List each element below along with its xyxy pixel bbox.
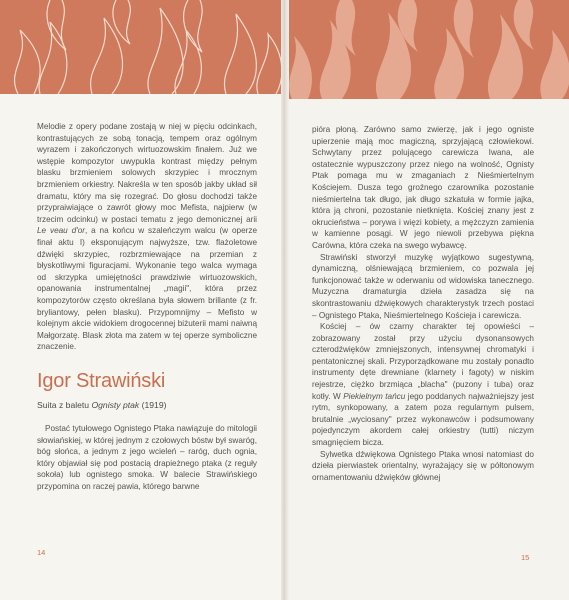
- text-run: (1919): [139, 400, 167, 410]
- section-subheading: [37, 400, 267, 411]
- italic-title: Piekielnym tańcu: [343, 391, 406, 401]
- flame-pattern-icon: [0, 0, 284, 94]
- paragraph: Strawiński stworzył muzykę wyjątkowo sugestywną, dynamiczną, olśniewającą brzmieniem, co pozwala jej funkcjonować także w oderwaniu od widowiska tanecznego. Muzyczna dramaturgia dzieła zasadza się na skontrastowaniu dźwiękowych charakterystyk trzech postaci – Ognistego Ptaka, Nieśmiertelnego Kościeja i carewicza.: [312, 252, 534, 320]
- paragraph: [312, 321, 534, 449]
- text-run: Kościej – ów czarny charakter tej opowieści – zobrazowany został przy użyciu dysonansowych czterodźwięków zmniejszonych, intensywnej chromatyki i pentatonicznej skali. Przyporządkowane mu zostały ponadto instrumenty dęte drewniane (klarnety i fagoty) w niskim rejestrze, ciężko brzmiąca „blacha" (puzony i tuba) oraz kotły. W: [312, 322, 534, 401]
- flame-pattern-icon: [286, 0, 569, 99]
- decorative-header-band: [0, 0, 284, 94]
- italic-title: Le veau d'or: [37, 226, 85, 236]
- left-page: [0, 0, 284, 600]
- text-run: Melodie z opery podane zostają w niej w pięciu odcinkach, kontrastujących ze sobą tonacją, tempem oraz ogólnym wyrazem i zakończonych wirtuozowskim finałem. Już we wstępie kompozytor uwypukla kontrast między pełnym blasku brzmieniem solowych skrzypiec i mrocznym brzmieniem orkiestry. Nakreśla w ten sposób jakby układ sił dramatu, który ma się rozegrać. Do głosu dochodzi także przypraiwiające o zawrót głowy moc Mefista, najpierw (w trzecim odcinku) w postaci tematu z jego demonicznej arii: [37, 122, 257, 224]
- text-run: Suita z baletu: [37, 400, 92, 410]
- paragraph: Sylwetka dźwiękowa Ognistego Ptaka wnosi natomiast do dzieła pierwiastek orientalny, wyrażający się w półtonowym ornamentowaniu dźwięków głównej: [312, 449, 534, 482]
- page-number: 15: [521, 553, 530, 562]
- decorative-header-band: [286, 0, 569, 99]
- left-intro-text: [37, 121, 257, 353]
- paragraph: Postać tytułowego Ognistego Ptaka nawiązuje do mitologii słowiańskiej, w której jednym z czołowych bóstw był swaróg, bóg słońca, a jednym z jego wcieleń – raróg, duch ognia, który objawiał się pod postacią drapieżnego ptaka (z reguły sokoła) lub ognistego smoka. W balecie Strawińskiego przypomina on raczej pawia, którego barwne: [37, 424, 257, 491]
- text-run: jego poddanych najważniejszy jest rytm, synkopowany, a zatem poza regularnym pulsem, brutalnie „wyciosany" przez wykonawców i podsumowany pojedynczym akordem całej orkiestry (tutti) niczym smagnięciem bicza.: [312, 391, 534, 448]
- section-heading: Igor Strawiński: [37, 370, 166, 392]
- right-page-text: [312, 124, 534, 483]
- book-gutter: [281, 0, 289, 600]
- italic-title: Ognisty ptak: [91, 400, 140, 410]
- text-run: , a na końcu w szaleńczym walcu (w operze finał aktu I) eksponującym najwyższe, tzw. flażoletowe dźwięki skrzypiec, rozbrzmiewające na przemian z błyskotliwymi figuracjami. Wykonanie tego walca wymaga od skrzypka umiejętności prawdziwie wirtuozowskich, opanowania instrumentalnej „magii", która przez kompozytorów często określana była słowem brillante (z fr. bryliantowy, pełen blasku). Przypomnijmy – Mefisto w kolejnym akcie widokiem drogocennej biżuterii mami naiwną Małgorzatę. Blask złota ma zatem w tej operze symboliczne znaczenie.: [37, 226, 257, 352]
- paragraph: pióra płoną. Zarówno samo zwierzę, jak i jego ogniste upierzenie mają moc magiczną, sprzyjającą człowiekowi. Schwytany przez polującego carewicza Iwana, ale ostatecznie wypuszczony przez niego na wolność, Ognisty Ptak pomaga mu w zmaganiach z Nieśmiertelnym Kościejem. Dusza tego groźnego czarownika pozostanie nieśmiertelna tak długo, jak długo szkatuła w formie jajka, która ją chroni, pozostanie nietknięta. Kościej znany jest z okrucieństwa – porywa i więzi kobiety, a mężczyzn zamienia w kamienne posągi. W jego niewoli przebywa piękna Carówna, która czeka na swego wybawcę.: [312, 125, 534, 250]
- paragraph: [37, 121, 257, 353]
- right-page: [286, 0, 569, 600]
- page-number: 14: [37, 548, 46, 557]
- left-section-text: [37, 423, 257, 493]
